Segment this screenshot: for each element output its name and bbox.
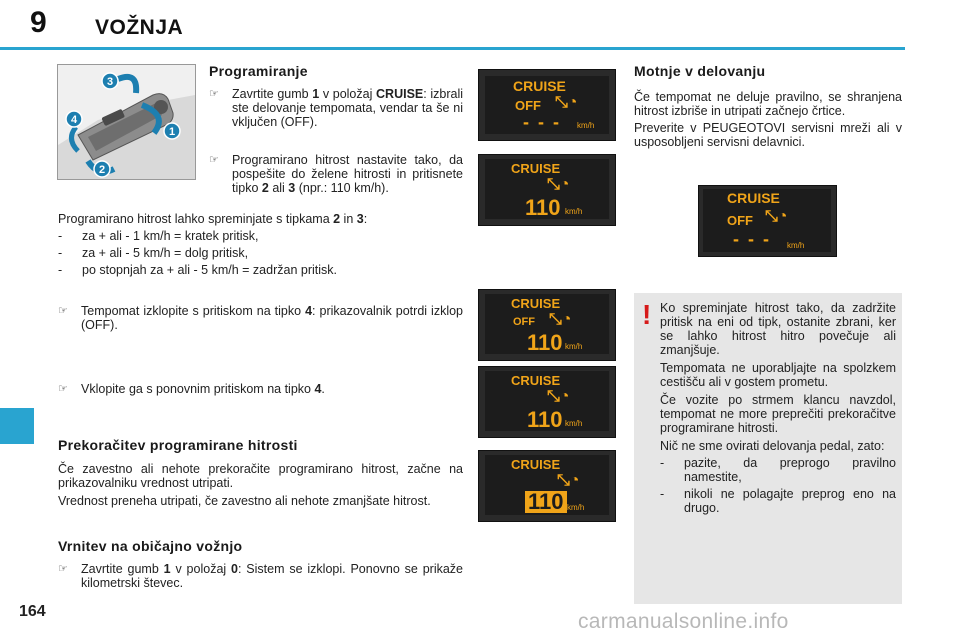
pointing-hand-icon: ☞ xyxy=(209,88,219,100)
page-number: 164 xyxy=(19,603,46,620)
speedometer-arrow-icon: ⤡◔ xyxy=(547,388,570,405)
pointing-hand-icon: ☞ xyxy=(58,305,68,317)
exclamation-icon: ! xyxy=(642,299,652,330)
cruise-display-on-110: CRUISE ⤡◔ 110 km/h xyxy=(478,366,616,438)
cruise-display-off: CRUISE OFF ⤡◔ - - - km/h xyxy=(478,69,616,141)
dash-item: - za + ali - 1 km/h = kratek pritisk, xyxy=(58,229,259,243)
chapter-title: VOŽNJA xyxy=(95,16,184,39)
speedometer-arrow-icon: ⤡◔ xyxy=(557,472,580,489)
pointing-hand-icon: ☞ xyxy=(58,383,68,395)
speedometer-arrow-icon: ⤡◔ xyxy=(549,311,572,328)
section-title-malfunction: Motnje v delovanju xyxy=(634,63,766,79)
cruise-display-off-110: CRUISE OFF ⤡◔ 110 km/h xyxy=(478,289,616,361)
chapter-tab xyxy=(0,408,34,444)
dash-item: - po stopnjah za + ali - 5 km/h = zadržan pritisk. xyxy=(58,263,337,277)
section-title-exceed: Prekoračitev programirane hitrosti xyxy=(58,437,298,453)
cruise-display-exceeded: CRUISE ⤡◔ 110 km/h xyxy=(478,450,616,522)
watermark: carmanualsonline.info xyxy=(578,610,789,633)
cruise-control-lever-illustration xyxy=(57,64,196,180)
lever-label-2: 2 xyxy=(98,164,106,176)
pointing-hand-icon: ☞ xyxy=(209,154,219,166)
lever-label-1: 1 xyxy=(168,126,176,138)
section-title-normal-driving: Vrnitev na običajno vožnjo xyxy=(58,538,243,554)
programming-step-2: ☞ Programirano hitrost nastavite tako, da pospešite do želene hitrosti in pritisnete tipko 2 ali 3 (npr.: 110 km/h). xyxy=(209,153,463,195)
normal-driving-step: ☞ Zavrtite gumb 1 v položaj 0: Sistem se izklopi. Ponovno se prikaže kilometrski števec. xyxy=(58,562,464,590)
dash-item: - nikoli ne polagajte preprog eno na drugo. xyxy=(660,487,896,515)
dash-item: - pazite, da preprogo pravilno namestite, xyxy=(660,456,896,484)
lever-label-4: 4 xyxy=(70,114,78,126)
speed-change-paragraph: Programirano hitrost lahko spreminjate s tipkama 2 in 3: - za + ali - 1 km/h = kratek pritisk, - za + ali - 5 km/h = dolg pritisk, - po stopnjah za + ali - 5 km/h = zadržan pritisk. xyxy=(58,212,463,277)
header-rule xyxy=(0,47,905,50)
speedometer-arrow-icon: ⤡◔ xyxy=(547,176,570,193)
cruise-on-step: ☞ Vklopite ga s ponovnim pritiskom na tipko 4. xyxy=(58,382,325,396)
speedometer-arrow-icon: ⤡◔ xyxy=(555,94,578,111)
exceed-text: Če zavestno ali nehote prekoračite programirano hitrost, začne na prikazovalniku vrednost utripati. Vrednost preneha utripati, če zavestno ali nehote zmanjšate hitrost. xyxy=(58,462,463,508)
chapter-number: 9 xyxy=(30,6,47,39)
cruise-display-malfunction: CRUISE OFF ⤡◔ - - - km/h xyxy=(698,185,837,257)
dash-item: - za + ali - 5 km/h = dolg pritisk, xyxy=(58,246,249,260)
warning-box xyxy=(634,293,902,604)
warning-text: Ko spreminjate hitrost tako, da zadržite pritisk na eni od tipk, ostanite zbrani, ker se lahko hitrost hitro povečuje ali zmanjšuje. Tempomata ne uporabljajte na spolzkem cestišču ali v gostem prometu. Če vozite po strmem klancu navzdol, tempomat ne more preprečiti prekoračitve programirane hitrosti. Nič ne sme ovirati delovanja pedal, zato: - pazite, da preprogo pravilno namestite, - nikoli ne polagajte preprog eno na drugo. xyxy=(660,301,896,515)
cruise-off-step: ☞ Tempomat izklopite s pritiskom na tipko 4: prikazovalnik potrdi izklop (OFF). xyxy=(58,304,464,332)
malfunction-text: Če tempomat ne deluje pravilno, se shranjena hitrost izbriše in utripati začnejo črtice. Preverite v PEUGEOTOVI servisni mreži ali v usposobljeni servisni delavnici. xyxy=(634,90,902,149)
section-title-programming: Programiranje xyxy=(209,63,308,79)
cruise-display-110: CRUISE ⤡◔ 110 km/h xyxy=(478,154,616,226)
lever-label-3: 3 xyxy=(106,76,114,88)
programming-step-1: ☞ Zavrtite gumb 1 v položaj CRUISE: izbrali ste delovanje tempomata, vendar ta še ni vključen (OFF). xyxy=(209,87,464,129)
pointing-hand-icon: ☞ xyxy=(58,563,68,575)
speedometer-arrow-icon: ⤡◔ xyxy=(765,208,788,225)
